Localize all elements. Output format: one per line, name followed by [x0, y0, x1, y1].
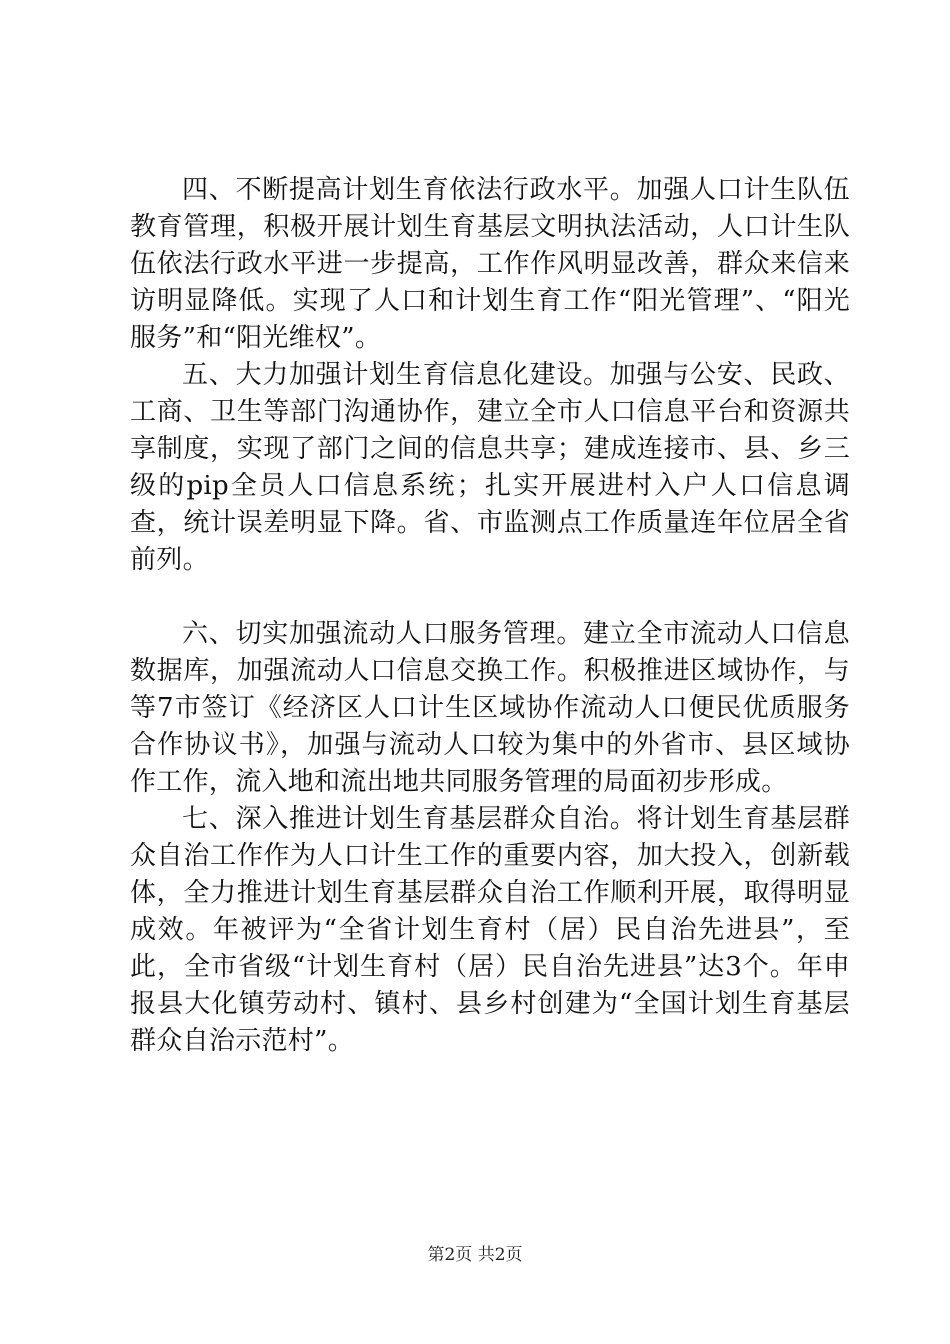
- paragraph-section-6: 六、切实加强流动人口服务管理。建立全市流动人口信息数据库，加强流动人口信息交换工作。积极推进区域协作，与等7市签订《经济区人口计生区域协作流动人口便民优质服务合作协议书》，加强与流动人口较为集中的外省市、县区域协作工作，流入地和流出地共同服务管理的局面初步形成。: [130, 619, 850, 797]
- paragraph-section-4: 四、不断提高计划生育依法行政水平。加强人口计生队伍教育管理，积极开展计划生育基层文明执法活动，人口计生队伍依法行政水平进一步提高，工作作风明显改善，群众来信来访明显降低。实现了人口和计划生育工作“阳光管理”、“阳光服务”和“阳光维权”。: [130, 175, 850, 353]
- document-body: [130, 172, 850, 1060]
- paragraph-section-5: 五、大力加强计划生育信息化建设。加强与公安、民政、工商、卫生等部门沟通协作，建立全市人口信息平台和资源共享制度，实现了部门之间的信息共享；建成连接市、县、乡三级的pip全员人口信息系统；扎实开展进村入户人口信息调查，统计误差明显下降。省、市监测点工作质量连年位居全省前列。: [130, 360, 850, 575]
- paragraph-spacer: [130, 579, 850, 616]
- page-number-label: 第2页 共2页: [427, 1245, 523, 1265]
- page-footer: [0, 1244, 950, 1266]
- paragraph-section-7: 七、深入推进计划生育基层群众自治。将计划生育基层群众自治工作作为人口计生工作的重要内容，加大投入，创新载体，全力推进计划生育基层群众自治工作顺利开展，取得明显成效。年被评为“全省计划生育村（居）民自治先进县”，至此，全市省级“计划生育村（居）民自治先进县”达3个。年申报县大化镇劳动村、镇村、县乡村创建为“全国计划生育基层群众自治示范村”。: [130, 804, 850, 1056]
